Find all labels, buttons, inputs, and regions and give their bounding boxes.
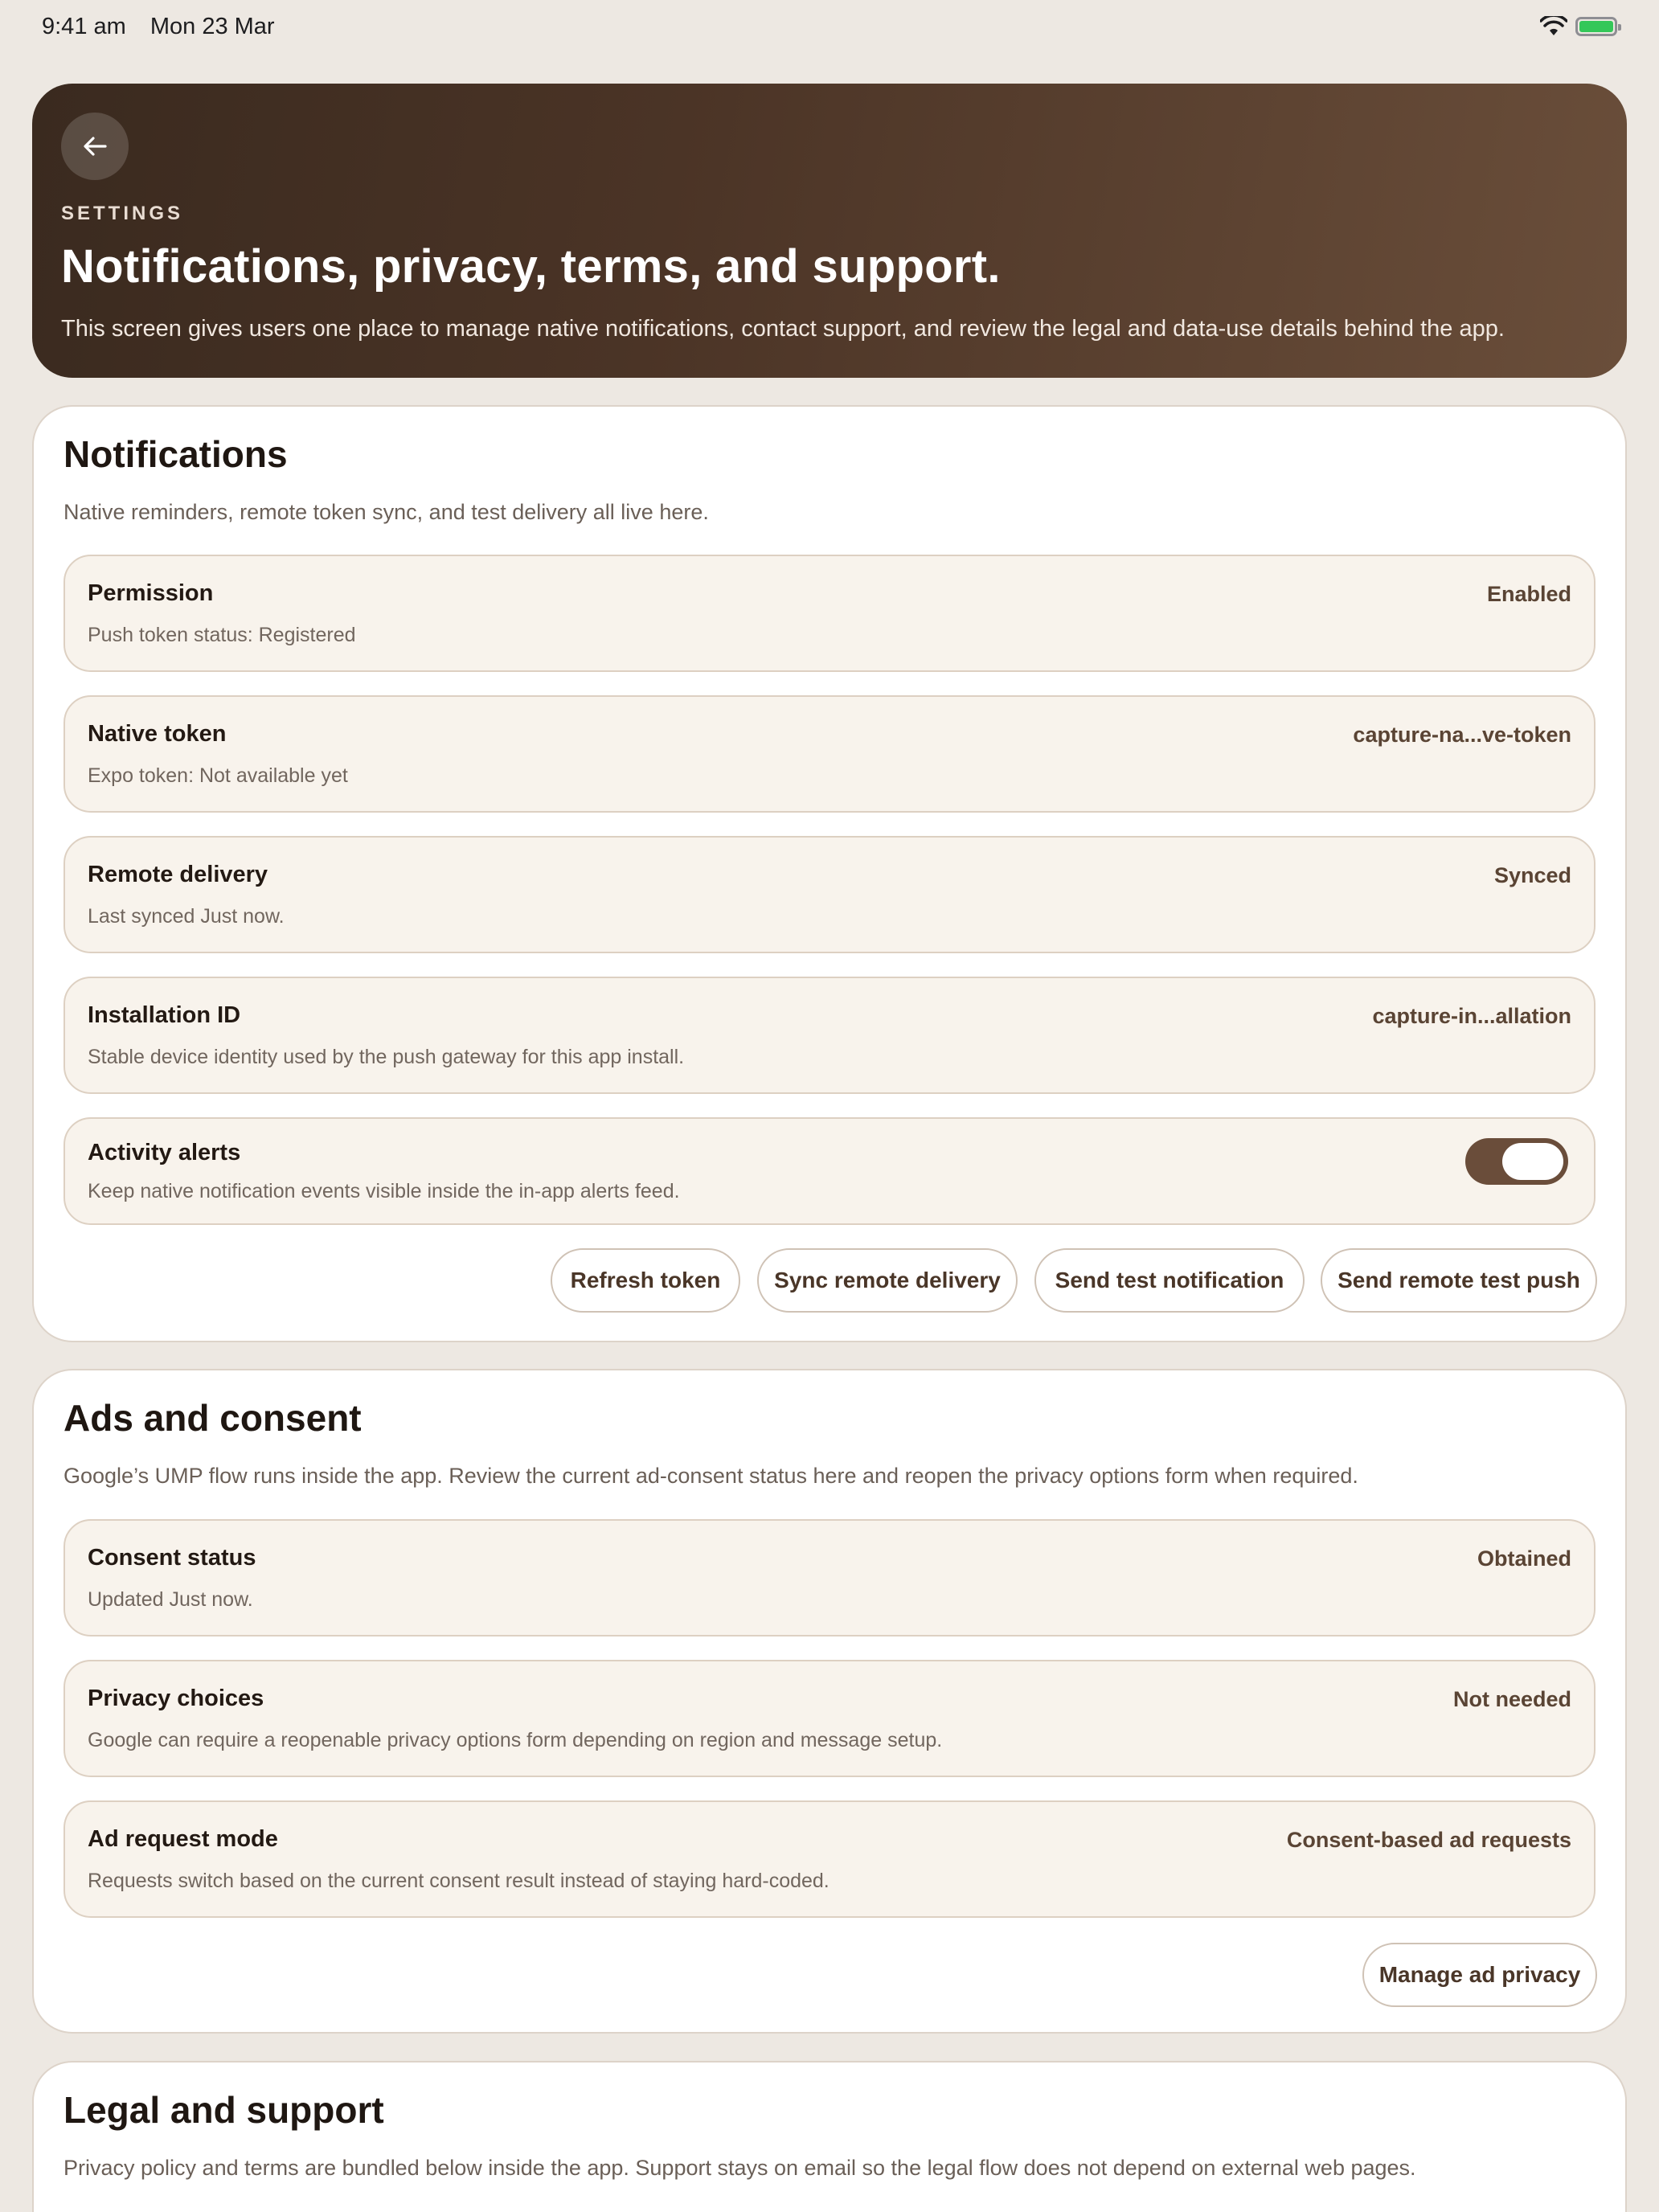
battery-icon (1575, 17, 1617, 36)
row-subtitle: Stable device identity used by the push gateway for this app install. (88, 1046, 685, 1068)
notifications-title: Notifications (63, 433, 288, 475)
row-value: Synced (1493, 863, 1571, 887)
header-description: This screen gives users one place to manage native notifications, contact support, and review the legal and data-use details behind the app. (61, 316, 1505, 342)
row-value: Consent-based ad requests (1286, 1828, 1571, 1852)
row-subtitle: Updated Just now. (88, 1588, 253, 1611)
back-button[interactable] (61, 113, 129, 180)
row-title: Native token (88, 721, 227, 747)
page-title: Notifications, privacy, terms, and support. (61, 240, 1001, 293)
row-title: Remote delivery (88, 862, 268, 887)
row-subtitle: Push token status: Registered (88, 624, 356, 646)
wifi-icon (1540, 16, 1567, 37)
sync-remote-delivery-button[interactable]: Sync remote delivery (757, 1248, 1018, 1313)
send-test-notification-button[interactable]: Send test notification (1034, 1248, 1305, 1313)
permission-row (63, 555, 1596, 672)
notifications-card (32, 405, 1627, 1342)
activity-alerts-row (63, 1117, 1596, 1225)
send-remote-test-push-button[interactable]: Send remote test push (1321, 1248, 1597, 1313)
ads-consent-card (32, 1369, 1627, 2034)
consent-status-row (63, 1519, 1596, 1636)
status-bar (0, 0, 1659, 53)
row-value: Obtained (1477, 1546, 1571, 1571)
privacy-choices-row (63, 1660, 1596, 1777)
status-right (1540, 16, 1617, 37)
row-subtitle: Expo token: Not available yet (88, 764, 348, 787)
legal-title: Legal and support (63, 2089, 384, 2131)
row-subtitle: Last synced Just now. (88, 905, 285, 928)
row-subtitle: Requests switch based on the current consent result instead of staying hard-coded. (88, 1870, 830, 1892)
arrow-left-icon (83, 136, 107, 157)
ad-request-mode-row (63, 1800, 1596, 1918)
legal-description: Privacy policy and terms are bundled below inside the app. Support stays on email so the legal flow does not depend on external web pages. (63, 2156, 1416, 2180)
remote-delivery-row (63, 836, 1596, 953)
row-value: Not needed (1452, 1687, 1571, 1711)
row-title: Installation ID (88, 1002, 241, 1028)
row-value: capture-in...allation (1372, 1004, 1571, 1028)
row-subtitle: Google can require a reopenable privacy options form depending on region and message setup. (88, 1729, 943, 1751)
toggle-knob (1502, 1143, 1563, 1180)
row-subtitle: Keep native notification events visible inside the in-app alerts feed. (88, 1180, 680, 1202)
row-title: Privacy choices (88, 1686, 264, 1711)
ads-title: Ads and consent (63, 1397, 362, 1439)
row-title: Permission (88, 580, 214, 606)
legal-support-card (32, 2061, 1627, 2212)
ads-description: Google’s UMP flow runs inside the app. Review the current ad-consent status here and reopen the privacy options form when required. (63, 1464, 1358, 1488)
header-eyebrow: SETTINGS (61, 203, 184, 224)
row-title: Activity alerts (88, 1140, 241, 1165)
refresh-token-button[interactable]: Refresh token (551, 1248, 740, 1313)
row-value: capture-na...ve-token (1353, 723, 1571, 747)
manage-ad-privacy-button[interactable]: Manage ad privacy (1362, 1943, 1597, 2007)
status-time: 9:41 am (42, 13, 126, 39)
row-title: Ad request mode (88, 1826, 278, 1852)
row-title: Consent status (88, 1545, 256, 1571)
status-left (42, 14, 293, 40)
settings-header (32, 84, 1627, 378)
installation-id-row (63, 977, 1596, 1094)
status-date: Mon 23 Mar (150, 13, 275, 39)
native-token-row (63, 695, 1596, 813)
notifications-description: Native reminders, remote token sync, and test delivery all live here. (63, 500, 709, 524)
activity-alerts-toggle[interactable] (1465, 1138, 1568, 1185)
row-value: Enabled (1486, 582, 1571, 606)
